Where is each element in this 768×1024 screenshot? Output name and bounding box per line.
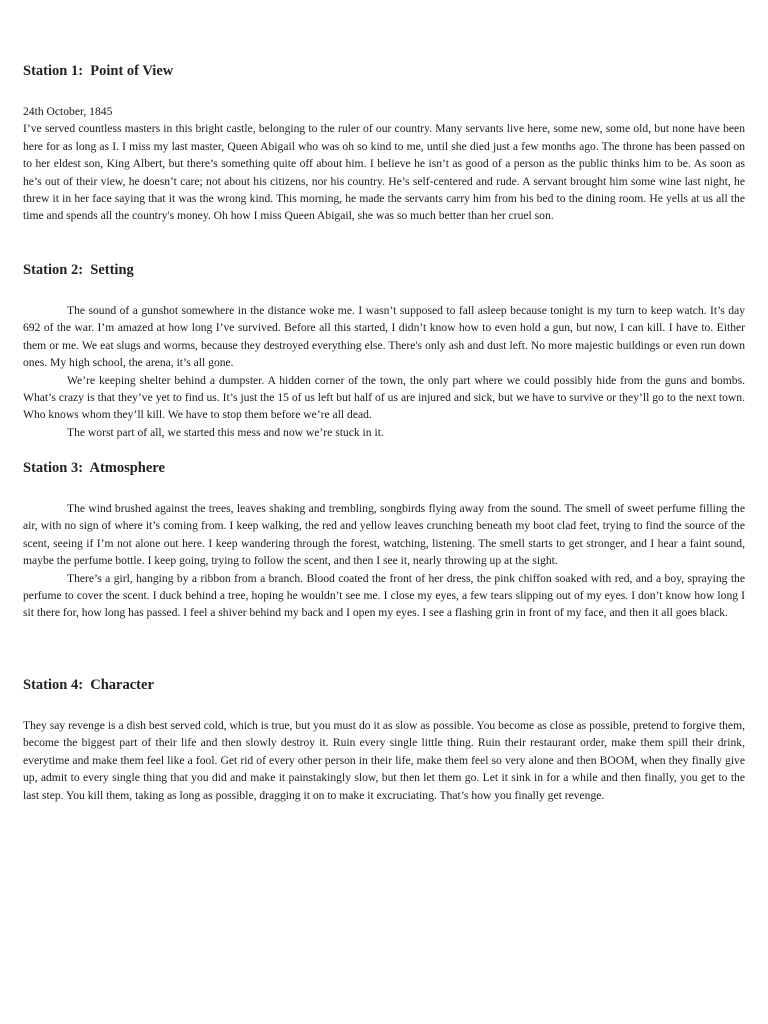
paragraph: The wind brushed against the trees, leaves shaking and trembling, songbirds flying away from the sound. The smell of sweet perfume filling the air, with no sign of where it’s coming from. I keep walking, the red and yellow leaves crunching beneath my boot clad feet, trying to find the source of the scent, seeing if I’m not alone out here. I keep wandering through the forest, watching, listening. The smell starts to get stronger, and I hear a faint sound, maybe the perfume bottle. I keep going, trying to follow the scent, and then I see it, nearly throwing up at the sight. [23,502,745,568]
section-heading: Station 2: Setting [23,262,134,278]
paragraph: The sound of a gunshot somewhere in the distance woke me. I wasn’t supposed to fall asleep because tonight is my turn to keep watch. It’s day 692 of the war. I’m amazed at how long I’ve survived. Before all this started, I didn’t know how to even hold a gun, but now, I can kill. I have to. Either them or me. We eat slugs and worms, because they destroyed everything else. There's only ash and dust left. No more majestic buildings or even run down ones. My high school, the arena, it’s all gone. [23,304,745,370]
entry-date: 24th October, 1845 [23,105,113,118]
section-character [23,676,745,804]
section-point-of-view [23,62,745,225]
paragraph: They say revenge is a dish best served cold, which is true, but you must do it as slow as possible. You become as close as possible, pretend to forgive them, become the biggest part of their life and then slowly destroy it. Ruin every single little thing. Ruin their restaurant order, make them spill their drink, everytime and make them feel like a fool. Get rid of every other person in their life, make them feel so very alone and then BOOM, when they finally give up, admit to every single thing that you did and make it painstakingly slow, but then let them go. Let it sink in for a while and then finally, you get to the last step. You kill them, taking as long as possible, dragging it on to make it excruciating. That’s how you finally get revenge. [23,719,745,802]
paragraph: The worst part of all, we started this mess and now we’re stuck in it. [67,425,384,439]
section-heading: Station 4: Character [23,677,154,693]
section-atmosphere [23,459,745,622]
section-heading: Station 1: Point of View [23,63,174,79]
paragraph: I’ve served countless masters in this bright castle, belonging to the ruler of our country. Many servants live here, some new, some old, but none have been here for as long as I. I miss my last master, Queen Abigail who was oh so kind to me, until she died just a few months ago. The throne has been passed on to her eldest son, King Albert, but there’s something quite off about him. I believe he isn’t as good of a person as the public thinks him to be. As soon as he’s out of their view, he doesn’t care; not about his citizens, nor his country. He’s self-centered and rude. A servant brought him some wine last night, he threw it in her face saying that it was the wrong kind. This morning, he made the servants carry him from his bed to the dining room. He yells at us all the time and spends all the country's money. Oh how I miss Queen Abigail, she was so much better than her cruel son. [23,122,745,223]
paragraph: There’s a girl, hanging by a ribbon from a branch. Blood coated the front of her dress, the pink chiffon soaked with red, and a boy, spraying the perfume to cover the scent. I duck behind a tree, hoping he wouldn’t see me. I close my eyes, a few tears slipping out of my eyes. I don’t know how long I sit there for, how long has passed. I feel a shiver behind my back and I open my eyes. I see a flashing grin in front of my face, and then it all goes black. [23,571,745,620]
paragraph: We’re keeping shelter behind a dumpster. A hidden corner of the town, the only part where we could possibly hide from the guns and bombs. What’s crazy is that they’ve yet to find us. It’s just the 15 of us left but half of us are injured and sick, but we have to survive or they’ll go to the next town. Who knows whom they’ll kill. We have to stop them before we’re all dead. [23,373,745,422]
section-setting [23,261,745,441]
section-heading: Station 3: Atmosphere [23,460,165,476]
